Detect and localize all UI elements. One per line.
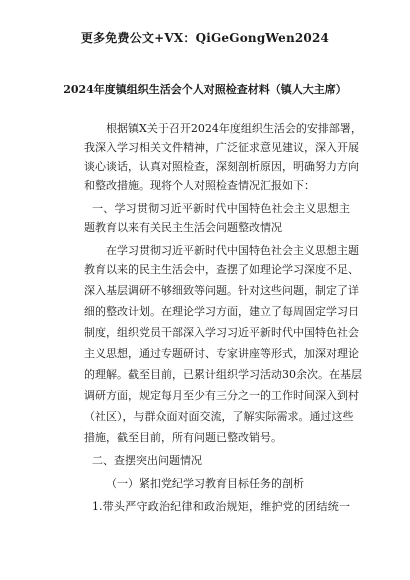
intro-line: 和整改措施。现将个人对照检查情况汇报如下： xyxy=(84,179,315,192)
section-1-body-line: 措施，截至目前，所有问题已整改销号。 xyxy=(84,431,282,444)
section-1-body-line: 在学习贯彻习近平新时代中国特色社会主义思想主题 xyxy=(106,244,359,257)
intro-line: 我深入学习相关文件精神，广泛征求意见建议，深入开展 xyxy=(84,141,359,154)
section-1-body-line: 调研方面，规定每月至少有三分之一的工作时间深入到村 xyxy=(84,389,359,402)
section-1-body-line: 的理解。截至目前，已累计组织学习活动30余次。在基层 xyxy=(84,368,362,381)
section-2-subheading: （一）紧扣党纪学习教育目标任务的剖析 xyxy=(106,477,304,490)
section-1-body-line: 细的整改计划。在理论学习方面，建立了每周固定学习日 xyxy=(84,305,359,318)
intro-line: 谈心谈话，认真对照检查，深刻剖析原因，明确努力方向 xyxy=(84,160,359,173)
section-1-body-line: （社区），与群众面对面交流，了解实际需求。通过这些 xyxy=(84,410,354,423)
section-1-body-line: 教育以来的民主生活会中，查摆了如理论学习深度不足、 xyxy=(84,263,359,276)
document-title: 2024年度镇组织生活会个人对照检查材料（镇人大主席） xyxy=(63,83,347,96)
promo-header: 更多免费公文+VX：QiGeGongWen2024 xyxy=(80,31,330,45)
section-1-heading-cont: 题教育以来有关民主生活会问题整改情况 xyxy=(84,221,282,234)
intro-line: 根据镇X关于召开2024年度组织生活会的安排部署， xyxy=(106,122,362,135)
section-1-body-line: 制度，组织党员干部深入学习习近平新时代中国特色社会 xyxy=(84,326,359,339)
section-1-heading: 一、学习贯彻习近平新时代中国特色社会主义思想主 xyxy=(92,202,350,215)
section-2-heading: 二、查摆突出问题情况 xyxy=(92,454,202,467)
section-1-body-line: 深入基层调研不够细致等问题。针对这些问题，制定了详 xyxy=(84,284,359,297)
section-2-item-1: 1.带头严守政治纪律和政治规矩，维护党的团结统一 xyxy=(92,500,350,513)
section-1-body-line: 主义思想，通过专题研讨、专家讲座等形式，加深对理论 xyxy=(84,347,359,360)
